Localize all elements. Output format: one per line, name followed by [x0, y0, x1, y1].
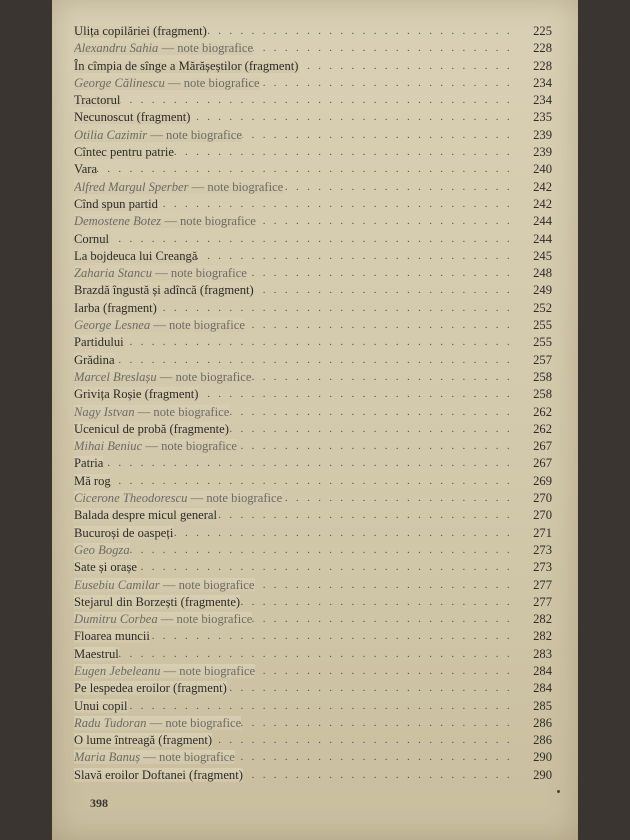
toc-entry-title: Brazdă îngustă și adîncă (fragment) [74, 283, 254, 298]
leader-dots [74, 161, 516, 178]
toc-entry [74, 525, 552, 542]
toc-entry [74, 282, 552, 299]
page-number: 398 [90, 796, 108, 810]
toc-page-number: 244 [533, 214, 552, 229]
author-name: Otilia Cazimir [74, 127, 148, 142]
toc-author-entry [74, 179, 552, 196]
toc-entry-title [74, 749, 238, 766]
toc-entry [74, 386, 552, 403]
toc-entry-title: Grădina [74, 352, 115, 367]
toc-author-entry [74, 75, 552, 92]
toc-entry-title: Pe lespedea eroilor (fragment) [74, 681, 227, 696]
toc-page-number: 270 [533, 508, 552, 523]
toc-entry [74, 92, 552, 109]
toc-entry-title: Cîntec pentru patrie [74, 145, 175, 160]
leader-dots [74, 698, 516, 715]
toc-page-number: 252 [533, 300, 552, 315]
toc-page-number: 273 [533, 542, 552, 557]
author-name: Eusebiu Camilar [74, 577, 160, 592]
toc-entry-title [74, 317, 248, 334]
toc-entry [74, 161, 552, 178]
toc-entry-title: Mă rog [74, 473, 111, 488]
toc-page-number: 290 [533, 767, 552, 782]
toc-page-number: 273 [533, 560, 552, 575]
author-note-label: — note biografice [187, 491, 283, 506]
toc-entry [74, 680, 552, 697]
toc-page-number: 277 [533, 594, 552, 609]
toc-page-number: 225 [533, 24, 552, 38]
toc-page-number: 228 [533, 58, 552, 73]
author-note-label: — note biografice [164, 75, 260, 90]
toc-page-number: 262 [533, 404, 552, 419]
author-name: Geo Bogza [74, 542, 130, 557]
toc-page-number: 228 [533, 41, 552, 56]
toc-page-number: 267 [533, 439, 552, 454]
toc-page-number: 235 [533, 110, 552, 125]
toc-page-number: 285 [533, 698, 552, 713]
toc-page-number: 286 [533, 715, 552, 730]
toc-entry [74, 507, 552, 524]
leader-dots [74, 231, 516, 248]
toc-entry [74, 231, 552, 248]
toc-author-entry [74, 213, 552, 230]
toc-page-number: 244 [533, 231, 552, 246]
toc-entry [74, 23, 552, 40]
toc-page-number: 245 [533, 248, 552, 263]
toc-entry [74, 352, 552, 369]
toc-entry-title: Sate și orașe [74, 560, 137, 575]
toc-page-number: 242 [533, 196, 552, 211]
toc-page-number: 284 [533, 681, 552, 696]
author-name: Eugen Jebeleanu [74, 663, 161, 678]
toc-page-number: 269 [533, 473, 552, 488]
toc-author-entry [74, 404, 552, 421]
author-note-label: — note biografice [150, 318, 245, 333]
toc-page-number: 282 [533, 629, 552, 644]
toc-entry-title [74, 490, 285, 507]
toc-entry-title: Tractorul [74, 93, 121, 108]
author-name: Dumitru Corbea [74, 612, 158, 627]
toc-entry [74, 646, 552, 663]
toc-entry [74, 767, 552, 784]
toc-entry-title: Iarba (fragment) [74, 300, 157, 315]
print-speck [557, 790, 560, 793]
author-note-label: — note biografice [142, 439, 237, 454]
toc-page-number: 262 [533, 421, 552, 436]
toc-page-number: 286 [533, 733, 552, 748]
author-note-label: — note biografice [160, 663, 256, 678]
toc-entry-title: Necunoscut (fragment) [74, 110, 191, 125]
toc-author-entry [74, 265, 552, 282]
author-note-label: — note biografice [147, 127, 242, 142]
author-name: Radu Tudoran [74, 715, 147, 730]
toc-entry [74, 594, 552, 611]
author-name: Mihai Beniuc [74, 439, 143, 454]
leader-dots [74, 455, 516, 472]
toc-entry-title [74, 663, 258, 680]
toc-author-entry [74, 369, 552, 386]
toc-page-number: 239 [533, 127, 552, 142]
toc-page-number: 242 [533, 179, 552, 194]
author-name: Marcel Breslașu [74, 369, 157, 384]
toc-author-entry [74, 127, 552, 144]
toc-entry [74, 559, 552, 576]
author-name: Zaharia Stancu [74, 266, 153, 281]
toc-author-entry [74, 577, 552, 594]
toc-page-number: 255 [533, 318, 552, 333]
toc-author-entry [74, 611, 552, 628]
toc-entry [74, 109, 552, 126]
author-name: Nagy Istvan [74, 404, 135, 419]
toc-page-number: 258 [533, 369, 552, 384]
toc-page-number: 240 [533, 162, 552, 177]
toc-page-number: 248 [533, 266, 552, 281]
toc-entry-title: Partidului [74, 335, 124, 350]
toc-entry-title: O lume întreagă (fragment) [74, 733, 213, 748]
leader-dots [74, 352, 516, 369]
toc-entry [74, 58, 552, 75]
toc-entry-title [74, 213, 259, 230]
toc-entry-title: Ucenicul de probă (fragmente) [74, 421, 229, 436]
toc-page-number: 267 [533, 456, 552, 471]
author-note-label: — note biografice [140, 750, 235, 765]
author-name: George Lesnea [74, 318, 151, 333]
toc-page-number: 270 [533, 491, 552, 506]
author-note-label: — note biografice [157, 612, 253, 627]
author-note-label: — note biografice [134, 404, 230, 419]
toc-entry-title: Balada despre micul general [74, 508, 218, 523]
toc-entry-title: Cornul [74, 231, 109, 246]
author-name: Demostene Botez [74, 214, 162, 229]
toc-entry-title [74, 75, 263, 92]
toc-entry-title [74, 577, 258, 594]
toc-entry [74, 144, 552, 161]
toc-entry-title: Cînd spun partid [74, 196, 158, 211]
toc-entry-title [74, 715, 244, 732]
toc-entry-title [74, 611, 255, 628]
toc-entry-title: Floarea muncii [74, 629, 150, 644]
toc-entry-title: Unui copil [74, 698, 128, 713]
author-name: Maria Banuș [74, 750, 141, 765]
toc-entry-title: Ulița copilăriei (fragment) [74, 24, 207, 38]
author-note-label: — note biografice [159, 577, 255, 592]
toc-entry [74, 698, 552, 715]
author-note-label: — note biografice [158, 41, 254, 56]
toc-page-number: 239 [533, 145, 552, 160]
toc-author-entry [74, 715, 552, 732]
toc-page-number: 255 [533, 335, 552, 350]
toc-author-entry [74, 749, 552, 766]
toc-entry [74, 300, 552, 317]
author-note-label: — note biografice [188, 179, 284, 194]
toc-entry [74, 473, 552, 490]
toc-page-number: 258 [533, 387, 552, 402]
author-note-label: — note biografice [152, 266, 247, 281]
toc-author-entry [74, 317, 552, 334]
toc-entry-title [74, 542, 133, 559]
leader-dots [74, 542, 516, 559]
toc-author-entry [74, 542, 552, 559]
author-note-label: — note biografice [161, 214, 256, 229]
toc-entry-title [74, 438, 240, 455]
toc-author-entry [74, 40, 552, 57]
toc-entry [74, 732, 552, 749]
toc-page-number: 257 [533, 352, 552, 367]
toc-entry-title: Bucuroși de oaspeți [74, 525, 174, 540]
toc-page-number: 290 [533, 750, 552, 765]
toc-page-number: 249 [533, 283, 552, 298]
toc-entry [74, 248, 552, 265]
toc-entry-title [74, 40, 256, 57]
toc-entry [74, 421, 552, 438]
toc-entry [74, 334, 552, 351]
leader-dots [74, 92, 516, 109]
toc-entry-title: Stejarul din Borzești (fragmente) [74, 594, 241, 609]
toc-author-entry [74, 490, 552, 507]
toc-entry-title: Grivița Roșie (fragment) [74, 387, 199, 402]
toc-entry-title: La bojdeuca lui Creangă [74, 248, 198, 263]
toc-page-number: 234 [533, 93, 552, 108]
toc-entry-title: Slavă eroilor Doftanei (fragment) [74, 767, 243, 782]
toc-entry-title: Maestrul [74, 646, 119, 661]
toc-page-number: 234 [533, 75, 552, 90]
author-note-label: — note biografice [146, 715, 242, 730]
author-note-label: — note biografice [156, 369, 252, 384]
toc-entry-title: Patria [74, 456, 104, 471]
toc-entry-title: În cîmpia de sînge a Mărășeștilor (fragment) [74, 58, 299, 73]
toc-author-entry [74, 438, 552, 455]
author-name: Cicerone Theodorescu [74, 491, 188, 506]
toc-page-number: 271 [533, 525, 552, 540]
toc-entry [74, 196, 552, 213]
leader-dots [74, 334, 516, 351]
author-name: George Călinescu [74, 75, 165, 90]
toc-page-number: 282 [533, 612, 552, 627]
leader-dots [74, 646, 516, 663]
author-name: Alexandru Sahia [74, 41, 159, 56]
leader-dots [74, 473, 516, 490]
author-name: Alfred Margul Sperber [74, 179, 189, 194]
toc-page-number: 284 [533, 663, 552, 678]
toc-entry-title [74, 404, 232, 421]
toc-page-number: 277 [533, 577, 552, 592]
toc-page-number: 283 [533, 646, 552, 661]
toc-entry-title [74, 127, 245, 144]
toc-entry-title [74, 179, 286, 196]
toc-entry-title: Vara [74, 162, 98, 177]
toc-entry [74, 628, 552, 645]
book-page [52, 0, 578, 840]
toc-author-entry [74, 663, 552, 680]
toc-entry-title [74, 369, 254, 386]
table-of-contents [74, 23, 552, 784]
leader-dots [74, 559, 516, 576]
toc-entry-title [74, 265, 250, 282]
toc-entry [74, 455, 552, 472]
